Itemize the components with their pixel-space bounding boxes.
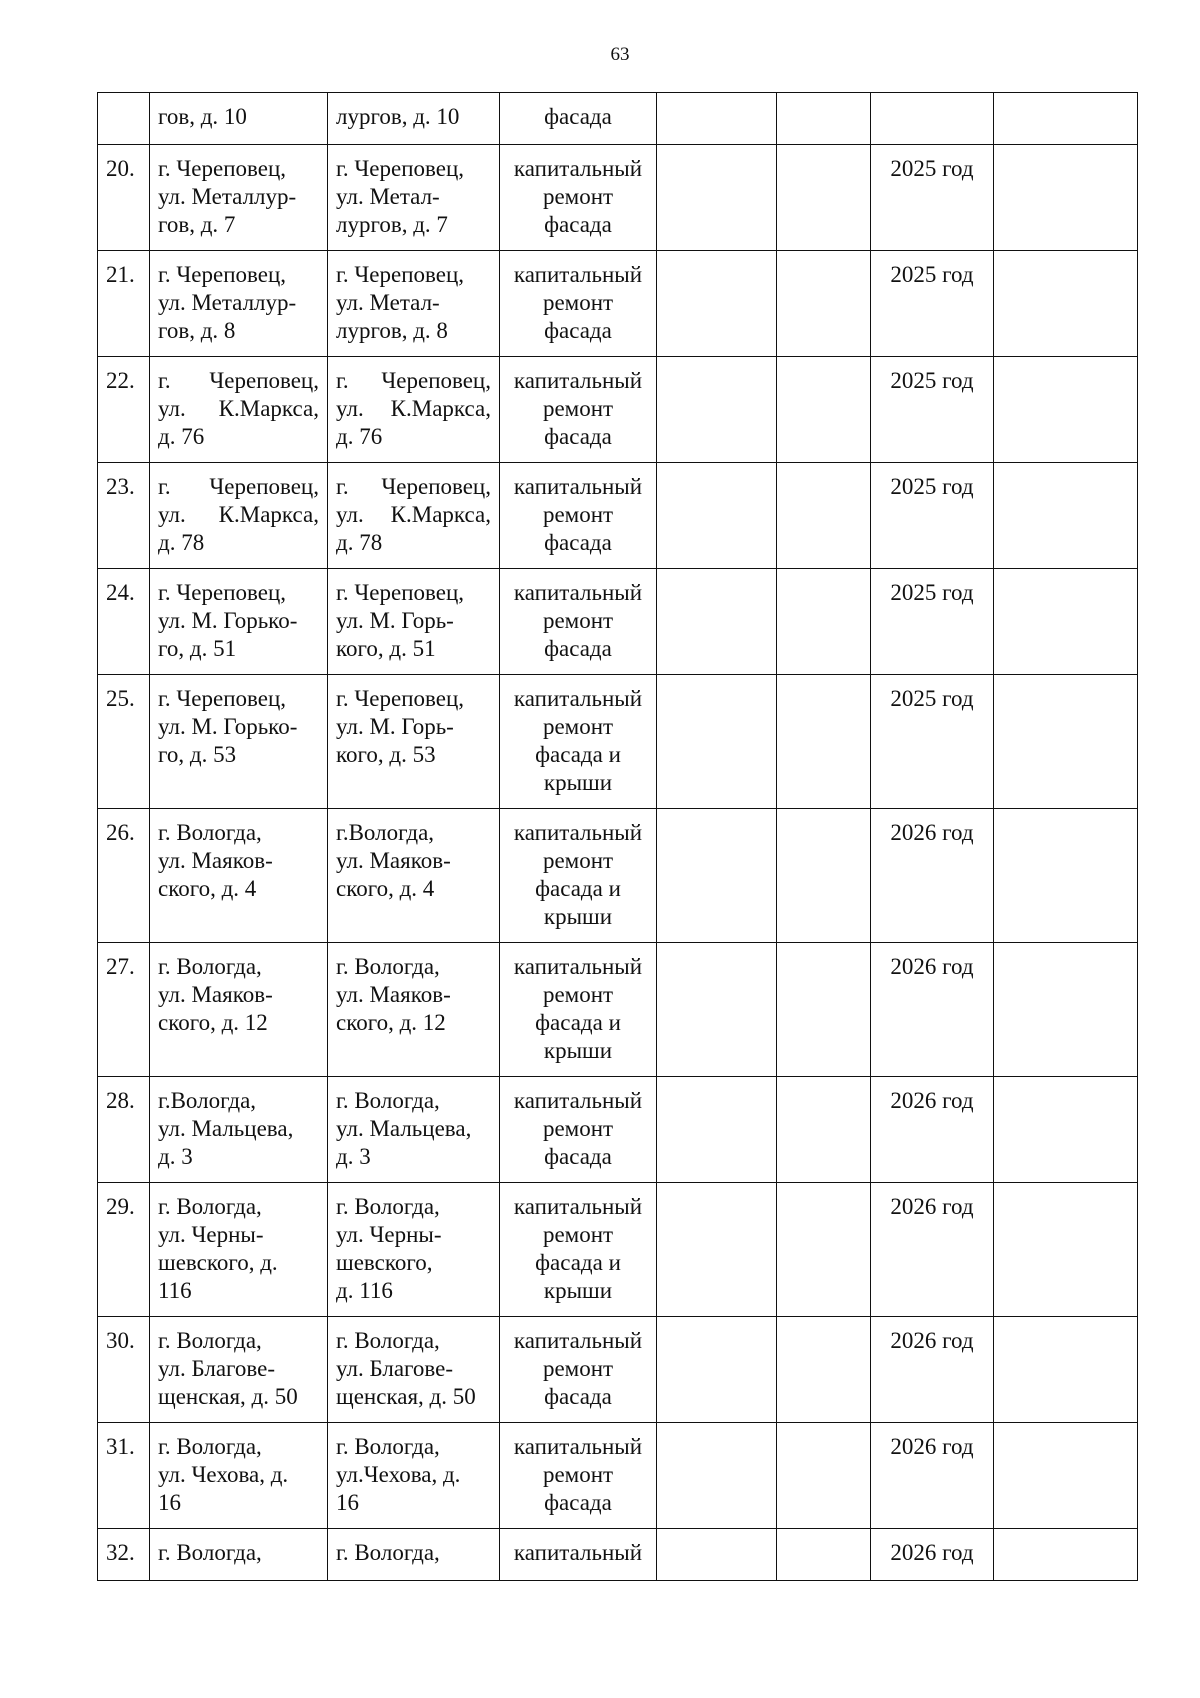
work-type-cell [500,943,657,1077]
cell-line: г. Вологда, [158,820,262,845]
work-type-cell [500,145,657,251]
table-row [98,1077,1138,1183]
cell-line: крыши [543,1278,613,1303]
empty-cell [657,569,777,675]
object-address-cell [150,675,328,809]
object-address-cell [150,1423,328,1529]
work-type-cell [500,93,657,145]
location-address-cell [328,943,500,1077]
empty-cell [777,943,871,1077]
cell-line: капитальный [513,1194,643,1219]
completion-year: 2025 год [890,474,974,499]
completion-year: 2026 год [890,1328,974,1353]
table-row [98,809,1138,943]
cell-line: г. Череповец, [336,368,491,393]
cell-line: ул. Мальцева, [336,1116,472,1141]
row-number-cell [98,251,150,357]
cell-line: д. 3 [336,1144,371,1169]
cell-line: шевского, [336,1250,433,1275]
cell-line: фасада [544,1144,612,1169]
cell-line: ул. Метал- [336,184,440,209]
empty-cell [994,145,1138,251]
empty-cell [777,357,871,463]
location-address-cell [328,675,500,809]
cell-line: г. Вологда, [158,1434,262,1459]
table-row [98,357,1138,463]
year-cell [871,1529,994,1581]
location-address-cell [328,1317,500,1423]
cell-line: ул. Металлур- [158,184,297,209]
cell-line: фасада [544,104,612,129]
cell-line: ремонт [542,608,614,633]
completion-year: 2025 год [890,580,974,605]
cell-line: капитальный [513,954,643,979]
year-cell [871,145,994,251]
empty-cell [994,1183,1138,1317]
empty-cell [777,1423,871,1529]
cell-line: г. Череповец, [158,580,287,605]
row-number-cell [98,1077,150,1183]
cell-line: капитальный [513,820,643,845]
row-number: 26. [106,820,135,845]
table-row [98,463,1138,569]
cell-line: г. Череповец, [158,686,287,711]
table-row [98,675,1138,809]
empty-cell [777,569,871,675]
cell-line: фасада [544,636,612,661]
table-row [98,943,1138,1077]
work-type-cell [500,1317,657,1423]
row-number-cell [98,145,150,251]
cell-line: г. Вологда, [336,1194,440,1219]
cell-line: ремонт [542,502,614,527]
row-number: 25. [106,686,135,711]
empty-cell [657,357,777,463]
cell-line: ремонт [542,1116,614,1141]
cell-line: фасада [544,424,612,449]
cell-line: капитальный [513,262,643,287]
empty-cell [994,251,1138,357]
cell-line: капитальный [513,686,643,711]
work-type-cell [500,1183,657,1317]
empty-cell [657,675,777,809]
cell-line: ул. Маяков- [336,848,451,873]
cell-line: г. Вологда, [158,1540,262,1565]
table-row [98,1529,1138,1581]
row-number-cell [98,1529,150,1581]
cell-line: фасада [544,1490,612,1515]
cell-line: фасада [544,1384,612,1409]
work-type-cell [500,357,657,463]
table-row [98,1423,1138,1529]
cell-line: лургов, д. 8 [336,318,448,343]
cell-line: гов, д. 10 [158,104,247,129]
cell-line: г. Вологда, [336,1088,440,1113]
empty-cell [994,569,1138,675]
row-number: 27. [106,954,135,979]
object-address-cell [150,1183,328,1317]
cell-line: д. 76 [336,424,383,449]
cell-line: ского, д. 4 [158,876,257,901]
cell-line: гов, д. 7 [158,212,236,237]
year-cell [871,251,994,357]
work-type-cell [500,463,657,569]
row-number-cell [98,463,150,569]
cell-line: ского, д. 4 [336,876,435,901]
empty-cell [777,675,871,809]
completion-year: 2025 год [890,156,974,181]
cell-line: щенская, д. 50 [158,1384,298,1409]
cell-line: ремонт [542,184,614,209]
year-cell [871,943,994,1077]
empty-cell [657,463,777,569]
cell-line: лургов, д. 10 [336,104,460,129]
object-address-cell [150,1077,328,1183]
work-type-cell [500,1529,657,1581]
cell-line: ул. Маяков- [336,982,451,1007]
row-number-cell [98,357,150,463]
cell-line: ул. К.Маркса, [158,396,319,421]
row-number: 21. [106,262,135,287]
completion-year: 2026 год [890,1088,974,1113]
cell-line: ремонт [542,1462,614,1487]
year-cell [871,809,994,943]
year-cell [871,1423,994,1529]
row-number-cell [98,93,150,145]
cell-line: ул. К.Маркса, [336,396,491,421]
row-number: 31. [106,1434,135,1459]
object-address-cell [150,357,328,463]
row-number-cell [98,1317,150,1423]
completion-year: 2026 год [890,1540,974,1565]
cell-line: ремонт [542,714,614,739]
completion-year: 2025 год [890,368,974,393]
cell-line: го, д. 51 [158,636,237,661]
repair-schedule-table [97,92,1138,1581]
cell-line: г. Череповец, [158,156,287,181]
cell-line: г. Череповец, [158,474,319,499]
cell-line: крыши [543,1038,613,1063]
cell-line: крыши [543,904,613,929]
row-number: 23. [106,474,135,499]
cell-line: ремонт [542,1222,614,1247]
empty-cell [657,1183,777,1317]
cell-line: фасада и [535,742,621,767]
cell-line: г.Вологда, [336,820,435,845]
year-cell [871,569,994,675]
cell-line: гов, д. 8 [158,318,236,343]
table-row [98,251,1138,357]
empty-cell [994,1077,1138,1183]
cell-line: фасада и [535,1010,621,1035]
object-address-cell [150,463,328,569]
location-address-cell [328,1183,500,1317]
year-cell [871,463,994,569]
empty-cell [777,145,871,251]
cell-line: фасада и [535,876,621,901]
cell-line: ул. М. Горько- [158,608,298,633]
cell-line: г. Череповец, [158,262,287,287]
year-cell [871,1183,994,1317]
location-address-cell [328,1423,500,1529]
cell-line: г. Вологда, [336,1434,440,1459]
completion-year: 2026 год [890,1434,974,1459]
empty-cell [777,809,871,943]
cell-line: фасада [544,212,612,237]
location-address-cell [328,1529,500,1581]
cell-line: капитальный [513,474,643,499]
empty-cell [777,463,871,569]
cell-line: фасада и [535,1250,621,1275]
cell-line: д. 3 [158,1144,193,1169]
cell-line: г. Вологда, [158,1194,262,1219]
cell-line: ул. Благове- [336,1356,454,1381]
cell-line: капитальный [513,156,643,181]
cell-line: 16 [336,1490,359,1515]
row-number-cell [98,1183,150,1317]
cell-line: г. Вологда, [336,954,440,979]
empty-cell [777,1077,871,1183]
cell-line: лургов, д. 7 [336,212,448,237]
table-row [98,145,1138,251]
cell-line: ремонт [542,848,614,873]
empty-cell [994,943,1138,1077]
row-number-cell [98,1423,150,1529]
object-address-cell [150,1529,328,1581]
empty-cell [657,93,777,145]
cell-line: ул. М. Горь- [336,714,454,739]
row-number-cell [98,675,150,809]
object-address-cell [150,251,328,357]
cell-line: кого, д. 51 [336,636,436,661]
table-row [98,93,1138,145]
work-type-cell [500,569,657,675]
cell-line: капитальный [513,1088,643,1113]
object-address-cell [150,93,328,145]
cell-line: ул.Чехова, д. [336,1462,461,1487]
year-cell [871,357,994,463]
cell-line: капитальный [513,1328,643,1353]
row-number: 32. [106,1540,135,1565]
cell-line: шевского, д. [158,1250,278,1275]
location-address-cell [328,145,500,251]
completion-year: 2026 год [890,954,974,979]
empty-cell [777,1317,871,1423]
empty-cell [994,357,1138,463]
cell-line: 116 [158,1278,192,1303]
completion-year: 2026 год [890,820,974,845]
cell-line: д. 78 [158,530,205,555]
completion-year: 2025 год [890,262,974,287]
row-number-cell [98,569,150,675]
cell-line: щенская, д. 50 [336,1384,476,1409]
row-number: 22. [106,368,135,393]
cell-line: ремонт [542,982,614,1007]
cell-line: г. Череповец, [336,262,465,287]
row-number: 20. [106,156,135,181]
cell-line: ул. Чехова, д. [158,1462,289,1487]
cell-line: г. Череповец, [158,368,319,393]
work-type-cell [500,1423,657,1529]
location-address-cell [328,809,500,943]
completion-year: 2025 год [890,686,974,711]
empty-cell [777,251,871,357]
location-address-cell [328,569,500,675]
row-number-cell [98,943,150,1077]
year-cell [871,1317,994,1423]
cell-line: г. Череповец, [336,156,465,181]
empty-cell [777,1183,871,1317]
cell-line: г. Вологда, [336,1328,440,1353]
cell-line: ул. М. Горько- [158,714,298,739]
cell-line: г. Вологда, [158,954,262,979]
year-cell [871,1077,994,1183]
cell-line: капитальный [513,368,643,393]
empty-cell [994,1423,1138,1529]
cell-line: ул. Маяков- [158,982,273,1007]
empty-cell [994,93,1138,145]
table-row [98,1317,1138,1423]
location-address-cell [328,251,500,357]
page-number: 63 [610,44,630,65]
cell-line: капитальный [513,1540,643,1565]
empty-cell [994,1317,1138,1423]
cell-line: ул. Мальцева, [158,1116,294,1141]
completion-year: 2026 год [890,1194,974,1219]
cell-line: ул. Благове- [158,1356,276,1381]
cell-line: капитальный [513,1434,643,1459]
object-address-cell [150,569,328,675]
empty-cell [657,1317,777,1423]
cell-line: крыши [543,770,613,795]
empty-cell [657,943,777,1077]
cell-line: д. 76 [158,424,205,449]
cell-line: г. Череповец, [336,580,465,605]
cell-line: ул. К.Маркса, [336,502,491,527]
cell-line: ул. Метал- [336,290,440,315]
table-row [98,1183,1138,1317]
empty-cell [657,145,777,251]
empty-cell [994,1529,1138,1581]
cell-line: г.Вологда, [158,1088,257,1113]
cell-line: ул. Черны- [158,1222,264,1247]
cell-line: фасада [544,530,612,555]
row-number-cell [98,809,150,943]
empty-cell [994,809,1138,943]
cell-line: ул. Металлур- [158,290,297,315]
location-address-cell [328,463,500,569]
empty-cell [657,251,777,357]
location-address-cell [328,357,500,463]
location-address-cell [328,1077,500,1183]
object-address-cell [150,943,328,1077]
object-address-cell [150,145,328,251]
row-number: 28. [106,1088,135,1113]
cell-line: капитальный [513,580,643,605]
year-cell [871,93,994,145]
cell-line: кого, д. 53 [336,742,436,767]
cell-line: д. 116 [336,1278,393,1303]
location-address-cell [328,93,500,145]
cell-line: ского, д. 12 [336,1010,446,1035]
cell-line: д. 78 [336,530,383,555]
row-number: 24. [106,580,135,605]
object-address-cell [150,1317,328,1423]
cell-line: ул. Черны- [336,1222,442,1247]
empty-cell [657,1077,777,1183]
empty-cell [657,809,777,943]
empty-cell [777,1529,871,1581]
cell-line: ул. Маяков- [158,848,273,873]
work-type-cell [500,1077,657,1183]
empty-cell [777,93,871,145]
table-body [98,93,1138,1581]
cell-line: ремонт [542,396,614,421]
cell-line: фасада [544,318,612,343]
empty-cell [994,675,1138,809]
cell-line: 16 [158,1490,181,1515]
row-number: 29. [106,1194,135,1219]
empty-cell [657,1423,777,1529]
work-type-cell [500,251,657,357]
cell-line: ул. К.Маркса, [158,502,319,527]
empty-cell [657,1529,777,1581]
cell-line: г. Череповец, [336,686,465,711]
cell-line: ского, д. 12 [158,1010,268,1035]
object-address-cell [150,809,328,943]
cell-line: го, д. 53 [158,742,237,767]
cell-line: ремонт [542,1356,614,1381]
row-number: 30. [106,1328,135,1353]
cell-line: ул. М. Горь- [336,608,454,633]
work-type-cell [500,675,657,809]
cell-line: ремонт [542,290,614,315]
cell-line: г. Вологда, [336,1540,440,1565]
empty-cell [994,463,1138,569]
year-cell [871,675,994,809]
cell-line: г. Вологда, [158,1328,262,1353]
cell-line: г. Череповец, [336,474,491,499]
table-row [98,569,1138,675]
work-type-cell [500,809,657,943]
